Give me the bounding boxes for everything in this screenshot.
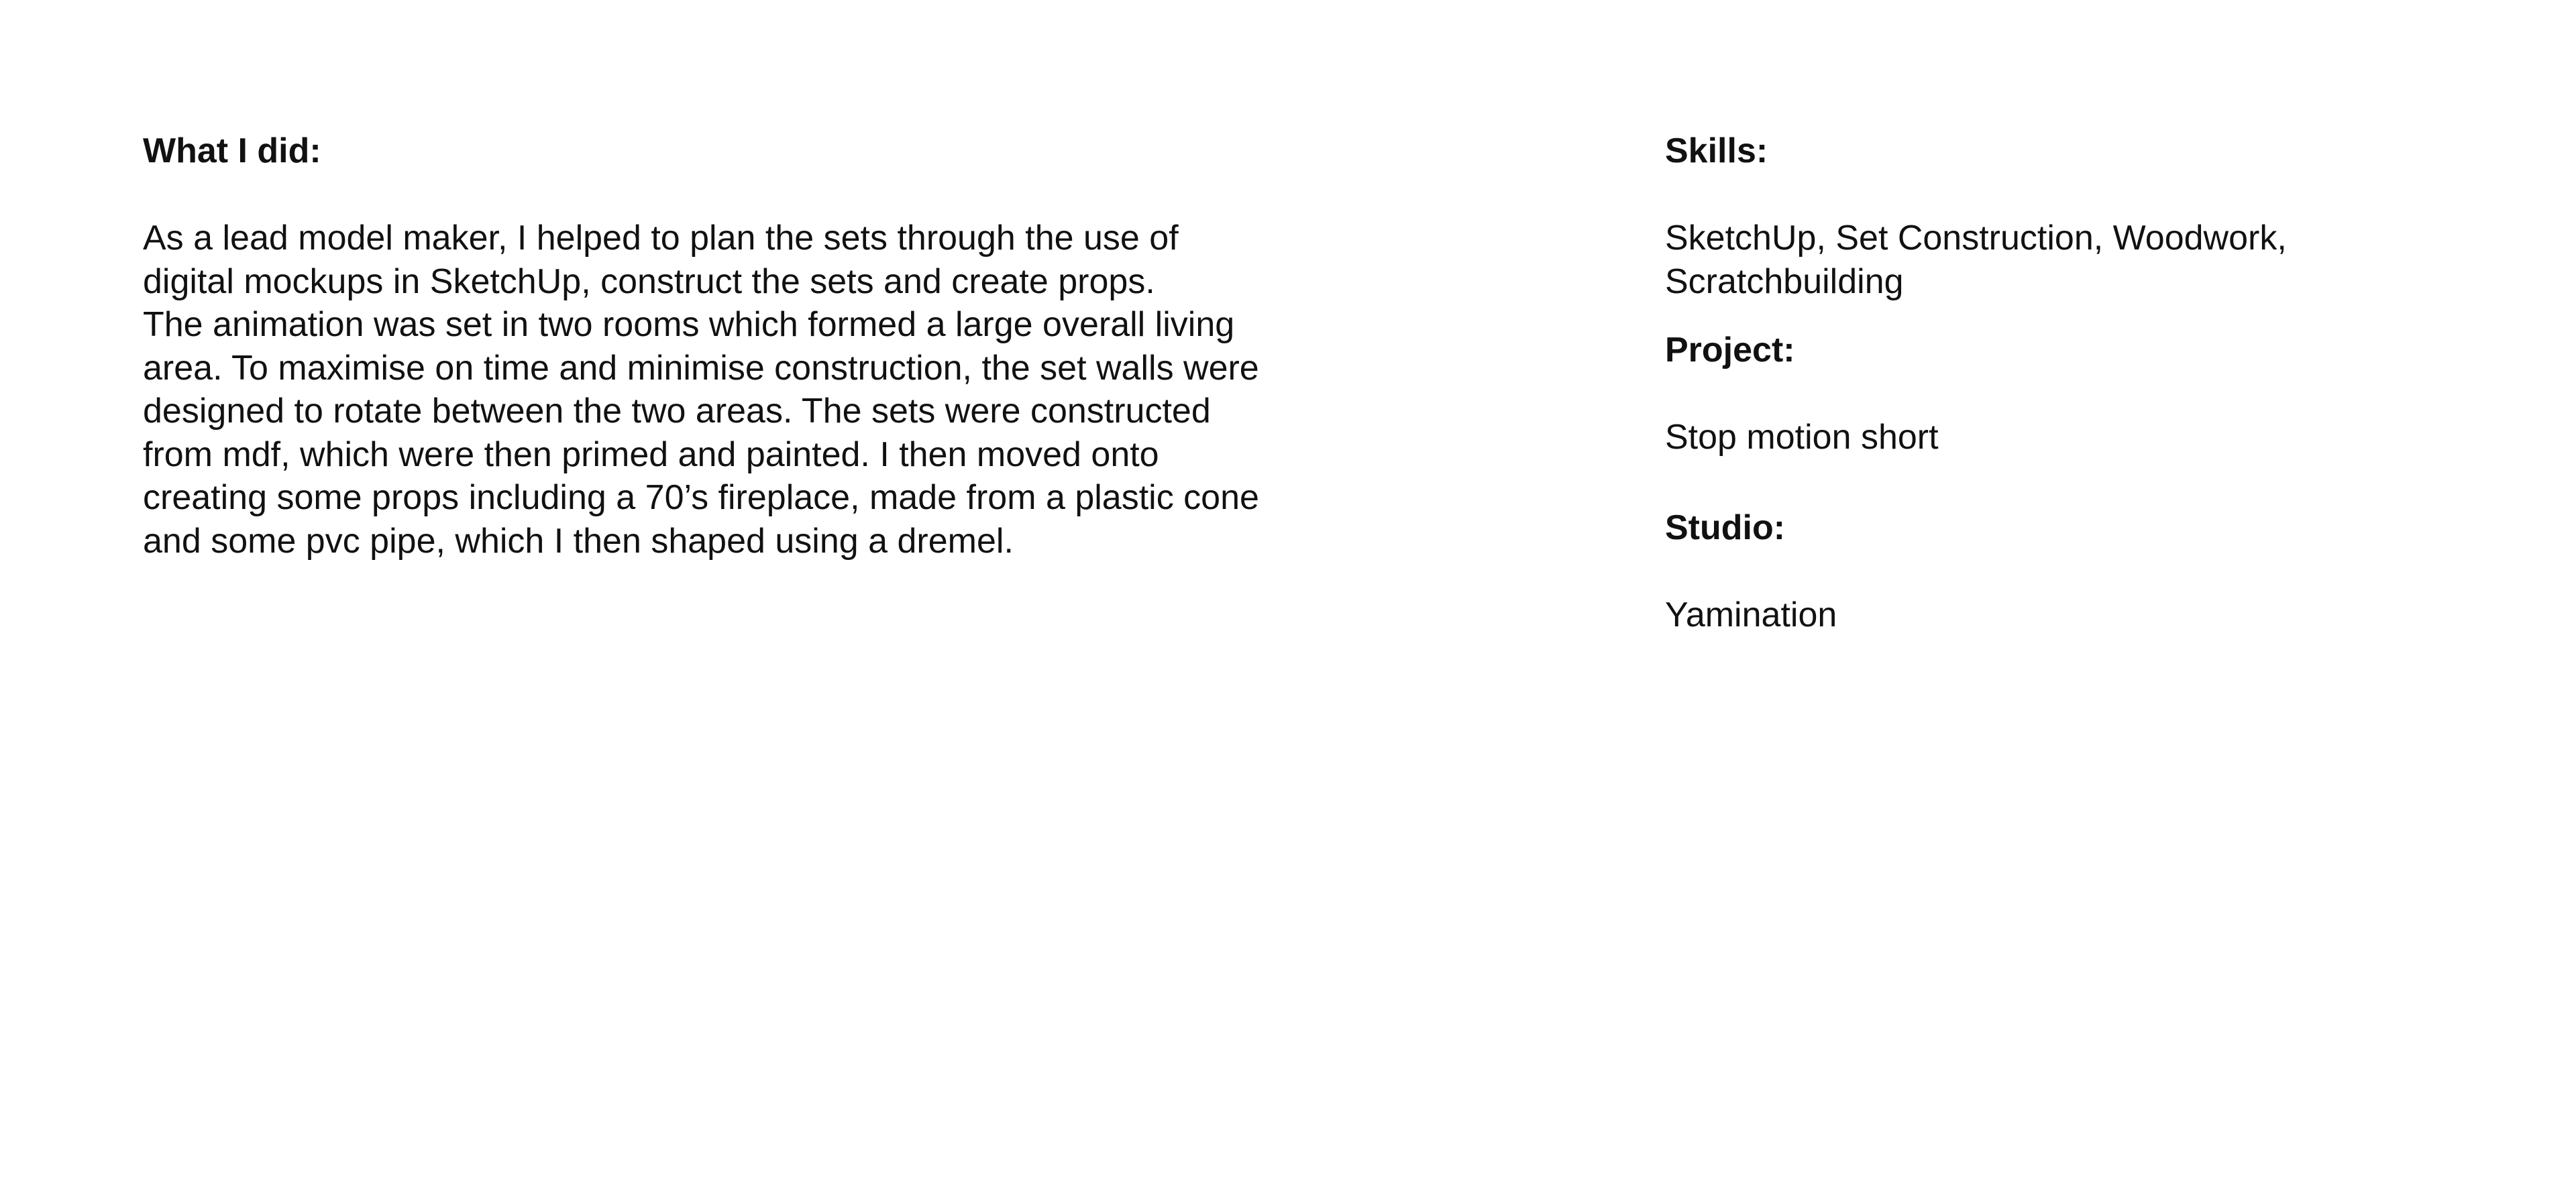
what-i-did-section bbox=[143, 129, 1324, 563]
skills-block bbox=[1665, 129, 2403, 303]
project-details-section bbox=[1665, 129, 2403, 636]
skills-list: SketchUp, Set Construction, Woodwork, Scratchbuilding bbox=[1665, 219, 2287, 301]
studio-heading: Studio: bbox=[1665, 508, 1786, 547]
what-i-did-description: As a lead model maker, I helped to plan the sets through the use of digital mockups in SketchUp, construct the sets and create props. The animation was set in two rooms which formed a large overall living area. To maximise on time and minimise construction, the set walls were designed to rotate between the two areas. The sets were constructed from mdf, which were then primed and painted. I then moved onto creating some props including a 70’s fireplace, made from a plastic cone and some pvc pipe, which I then shaped using a dremel. bbox=[143, 219, 1259, 561]
project-value: Stop motion short bbox=[1665, 418, 1939, 457]
what-i-did-heading: What I did: bbox=[143, 131, 321, 170]
project-block bbox=[1665, 329, 2403, 459]
spacer bbox=[1665, 549, 2403, 593]
spacer bbox=[1665, 172, 2403, 217]
spacer bbox=[143, 172, 1324, 217]
spacer bbox=[1665, 372, 2403, 416]
skills-heading: Skills: bbox=[1665, 131, 1768, 170]
studio-value: Yamination bbox=[1665, 595, 1837, 634]
project-heading: Project: bbox=[1665, 331, 1795, 370]
studio-block bbox=[1665, 506, 2403, 637]
